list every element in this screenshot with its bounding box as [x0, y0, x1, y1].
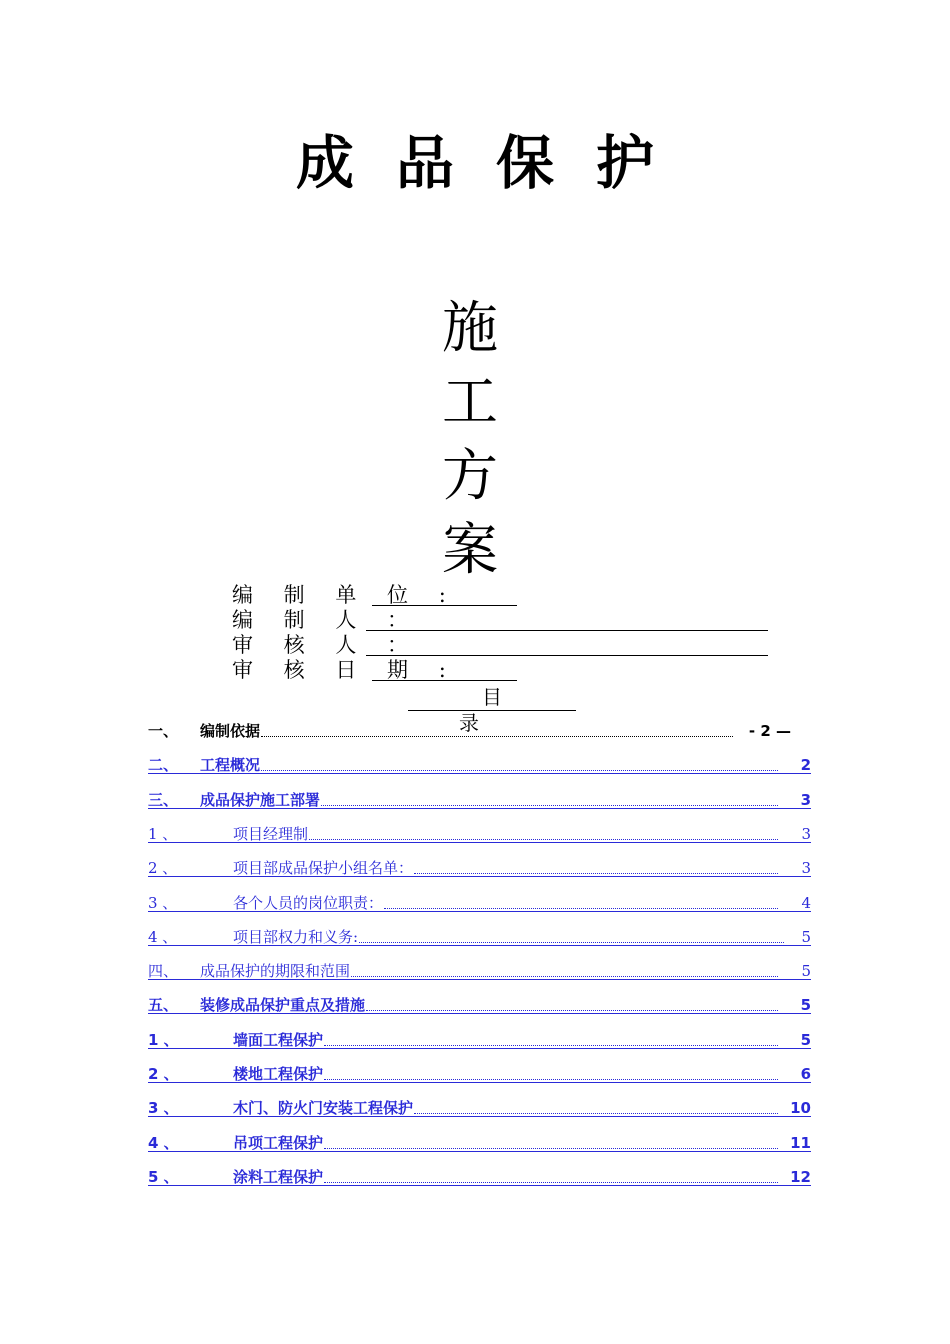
title-char: 保: [496, 129, 555, 197]
toc-entry-title: 成品保护的期限和范围: [200, 962, 351, 981]
toc-entry[interactable]: [148, 1097, 811, 1119]
toc-entry-page: 5: [801, 962, 811, 981]
unit-blank-line: [372, 605, 517, 606]
toc-entry-title: 编制依据: [200, 722, 261, 740]
toc-entry-page: 3: [801, 859, 811, 878]
toc-entry-number: 1 、: [148, 824, 178, 843]
toc-entry: [148, 720, 811, 742]
toc-entry-number: 五、: [148, 996, 179, 1015]
toc-entry-page: 10: [790, 1099, 811, 1118]
toc-entry[interactable]: [148, 926, 811, 948]
toc-leader-dots: [414, 857, 778, 874]
toc-leader-dots: [351, 960, 778, 977]
toc-entry-number: 5 、: [148, 1167, 179, 1186]
toc-leader-dots: [324, 1166, 778, 1183]
meta-date-row: [232, 658, 792, 683]
toc-entry[interactable]: [148, 1029, 811, 1051]
toc-entry-title: 墙面工程保护: [233, 1030, 324, 1049]
toc-entry-number: 2 、: [148, 859, 178, 878]
toc-entry-underline: [148, 1013, 811, 1014]
toc-entry-title: 装修成品保护重点及措施: [200, 996, 366, 1015]
toc-entry-page: 5: [801, 927, 811, 946]
toc-entry-page: 11: [790, 1133, 811, 1152]
toc-entry-underline: [148, 979, 811, 980]
toc-leader-dots: [324, 1063, 778, 1080]
document-title: [0, 128, 950, 198]
toc-entry-title: 项目经理制: [233, 824, 309, 843]
toc-entry[interactable]: [148, 994, 811, 1016]
toc-entry-underline: [148, 842, 811, 843]
toc-entry-underline: [148, 1151, 811, 1152]
toc-heading: 目录: [408, 684, 576, 711]
toc-leader-dots: [261, 754, 778, 771]
document-subtitle: [0, 292, 940, 588]
toc-entry-page: 2: [800, 756, 811, 775]
subtitle-char: 方: [442, 444, 498, 509]
meta-unit-row: [232, 583, 792, 608]
toc-entry-number: 4 、: [148, 1133, 179, 1152]
toc-entry-number: 三、: [148, 790, 179, 809]
toc-entry[interactable]: [148, 857, 811, 879]
author-blank-line: [366, 630, 768, 631]
toc-entry-page: 5: [800, 1030, 811, 1049]
toc-leader-dots: [324, 1029, 778, 1046]
author-label: 编 制 人 ：: [232, 608, 421, 632]
reviewer-blank-line: [366, 655, 768, 656]
toc-entry-title: 楼地工程保护: [233, 1065, 324, 1083]
toc-entry[interactable]: [148, 1063, 811, 1085]
toc-entry-number: 四、: [148, 962, 179, 981]
toc-entry-title: 工程概况: [200, 756, 261, 775]
toc-leader-dots: [324, 1132, 778, 1149]
toc-entry-number: 4 、: [148, 927, 178, 946]
date-blank-line: [372, 680, 517, 681]
toc-entry-underline: [148, 1082, 811, 1083]
toc-entry-underline: [148, 1116, 811, 1117]
toc-entry-title: 吊项工程保护: [233, 1133, 324, 1152]
toc-entry-title: 项目部成品保护小组名单：: [233, 859, 414, 878]
toc-entry-page: 3: [801, 824, 811, 843]
toc-entry[interactable]: [148, 1166, 811, 1188]
toc-leader-dots: [384, 892, 778, 909]
toc-entry-underline: [148, 876, 811, 877]
toc-entry-number: 二、: [148, 756, 179, 775]
toc-leader-dots: [321, 789, 778, 806]
toc-entry-page: - 2 —: [748, 722, 791, 740]
toc-entry-page: 12: [790, 1167, 811, 1186]
toc-entry-title: 木门、防火门安装工程保护: [233, 1099, 414, 1118]
reviewer-label: 审 核 人 ：: [232, 633, 421, 657]
unit-label: 编 制 单 位 :: [232, 583, 458, 607]
toc-entry-underline: [148, 1185, 811, 1186]
toc-entry-page: 6: [800, 1065, 811, 1083]
date-label: 审 核 日 期 :: [232, 658, 458, 682]
title-char: 品: [395, 129, 454, 197]
title-char: 成: [295, 129, 354, 197]
toc-entry-page: 5: [800, 996, 811, 1015]
toc-entry-title: 项目部权力和义务:: [233, 927, 359, 946]
subtitle-char: 案: [442, 518, 498, 583]
toc-entry-page: 4: [801, 893, 811, 912]
toc-leader-dots: [309, 823, 778, 840]
toc-entry[interactable]: [148, 1132, 811, 1154]
toc-entry-number: 1 、: [148, 1030, 179, 1049]
toc-leader-dots: [261, 720, 733, 737]
toc-entry[interactable]: [148, 892, 811, 914]
toc-entry-underline: [148, 773, 811, 774]
toc-entry-title: 涂料工程保护: [233, 1167, 324, 1186]
toc-entry-number: 一、: [148, 722, 179, 740]
toc-entry[interactable]: [148, 789, 811, 811]
toc-entry[interactable]: [148, 823, 811, 845]
toc-entry-underline: [148, 808, 811, 809]
toc-entry-title: 成品保护施工部署: [200, 790, 321, 809]
toc-entry-number: 3 、: [148, 893, 178, 912]
document-meta-block: [232, 583, 792, 683]
toc-entry-number: 3 、: [148, 1099, 179, 1118]
toc-entry-underline: [148, 1048, 811, 1049]
toc-entry[interactable]: [148, 754, 811, 776]
toc-leader-dots: [414, 1097, 778, 1114]
subtitle-char: 工: [442, 370, 498, 435]
toc-leader-dots: [366, 994, 778, 1011]
title-char: 护: [596, 129, 655, 197]
toc-entry-underline: [148, 945, 811, 946]
subtitle-char: 施: [442, 296, 498, 361]
toc-leader-dots: [359, 926, 784, 943]
toc-entry-number: 2 、: [148, 1065, 179, 1083]
toc-entry-page: 3: [800, 790, 811, 809]
toc-entry-underline: [148, 911, 811, 912]
toc-entry-title: 各个人员的岗位职责：: [233, 893, 384, 912]
toc-entry[interactable]: [148, 960, 811, 982]
meta-reviewer-row: [232, 633, 792, 658]
meta-author-row: [232, 608, 792, 633]
